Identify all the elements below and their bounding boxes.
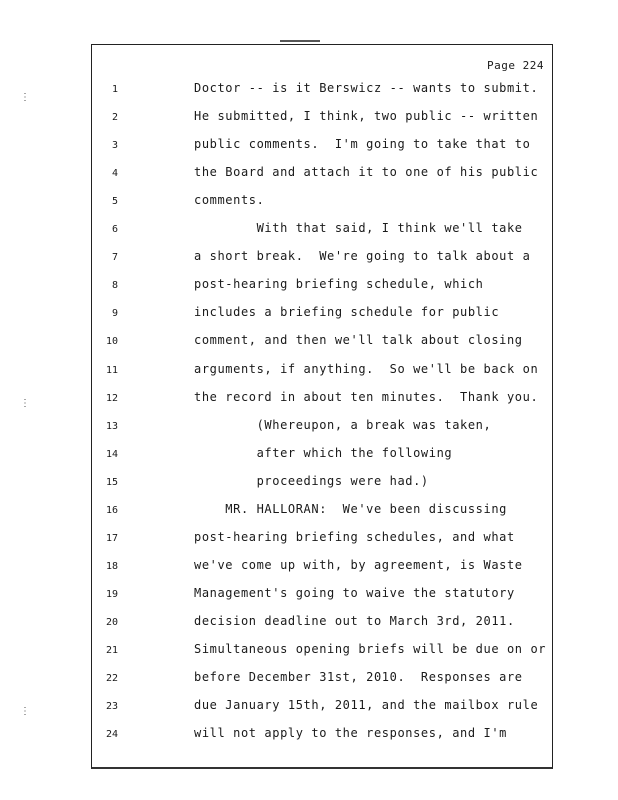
scan-artifact <box>280 40 320 42</box>
transcript-line <box>92 502 552 522</box>
transcript-line <box>92 249 552 269</box>
line-text: public comments. I'm going to take that to <box>194 137 531 152</box>
line-text: proceedings were had.) <box>194 473 429 488</box>
line-text: arguments, if anything. So we'll be back on <box>194 361 539 376</box>
line-text: He submitted, I think, two public -- written <box>194 109 539 124</box>
line-number: 19 <box>105 588 118 600</box>
transcript-line <box>92 277 552 297</box>
line-number: 8 <box>111 280 118 292</box>
line-number: 6 <box>111 224 118 236</box>
line-text: comment, and then we'll talk about closing <box>194 333 523 348</box>
transcript-line <box>92 305 552 325</box>
line-number: 16 <box>105 504 118 516</box>
line-text: the record in about ten minutes. Thank you. <box>194 389 539 404</box>
line-text: after which the following <box>194 445 453 460</box>
line-number: 18 <box>105 560 118 572</box>
line-text: we've come up with, by agreement, is Waste <box>194 557 523 572</box>
line-number: 17 <box>105 532 118 544</box>
line-text: before December 31st, 2010. Responses are <box>194 670 523 685</box>
transcript-line <box>92 446 552 466</box>
page-number: Page 224 <box>487 59 544 72</box>
transcript-line <box>92 362 552 382</box>
line-text: includes a briefing schedule for public <box>194 305 500 320</box>
hole-punch-mark: ⋮ <box>20 706 30 717</box>
transcript-line <box>92 558 552 578</box>
line-text: post-hearing briefing schedule, which <box>194 277 484 292</box>
line-text: comments. <box>194 193 265 208</box>
line-number: 4 <box>111 168 118 180</box>
line-number: 12 <box>105 392 118 404</box>
transcript-line <box>92 390 552 410</box>
transcript-line <box>92 474 552 494</box>
line-number: 13 <box>105 420 118 432</box>
line-text: (Whereupon, a break was taken, <box>194 417 492 432</box>
line-text: due January 15th, 2011, and the mailbox rule <box>194 698 539 713</box>
line-number: 7 <box>111 252 118 264</box>
line-text: a short break. We're going to talk about a <box>194 249 531 264</box>
line-text: Management's going to waive the statutory <box>194 585 515 600</box>
transcript-line <box>92 698 552 718</box>
line-number: 3 <box>111 140 118 152</box>
line-text: With that said, I think we'll take <box>194 221 523 236</box>
line-number: 1 <box>111 84 118 95</box>
transcript-line <box>92 726 552 746</box>
line-text: the Board and attach it to one of his public <box>194 165 539 180</box>
line-number: 20 <box>105 616 118 628</box>
transcript-frame <box>91 44 553 769</box>
line-text: will not apply to the responses, and I'm <box>194 726 507 741</box>
line-number: 2 <box>111 112 118 124</box>
line-number: 9 <box>111 308 118 320</box>
transcript-line <box>92 193 552 213</box>
line-text: Simultaneous opening briefs will be due on or <box>194 642 547 656</box>
transcript-line <box>92 530 552 550</box>
line-number: 15 <box>105 476 118 488</box>
transcript-line <box>92 109 552 129</box>
transcript-line <box>92 333 552 353</box>
transcript-line <box>92 418 552 438</box>
transcript-line <box>92 614 552 634</box>
line-number: 21 <box>105 645 118 656</box>
line-number: 10 <box>105 336 118 348</box>
line-text: post-hearing briefing schedules, and what <box>194 529 515 544</box>
line-number: 24 <box>105 729 118 741</box>
transcript-line <box>92 670 552 690</box>
line-text: Doctor -- is it Berswicz -- wants to submit. <box>194 81 539 95</box>
line-number: 5 <box>111 196 118 208</box>
hole-punch-mark: ⋮ <box>20 398 30 409</box>
transcript-line <box>92 642 552 662</box>
line-number: 22 <box>105 673 118 685</box>
transcript-line <box>92 221 552 241</box>
line-text: MR. HALLORAN: We've been discussing <box>194 501 507 516</box>
transcript-line <box>92 137 552 157</box>
transcript-line <box>92 165 552 185</box>
transcript-line <box>92 586 552 606</box>
line-number: 14 <box>105 448 118 460</box>
line-number: 23 <box>105 701 118 713</box>
line-number: 11 <box>105 364 118 376</box>
transcript-line <box>92 81 552 101</box>
hole-punch-mark: ⋮ <box>20 92 30 103</box>
line-text: decision deadline out to March 3rd, 2011. <box>194 613 515 628</box>
